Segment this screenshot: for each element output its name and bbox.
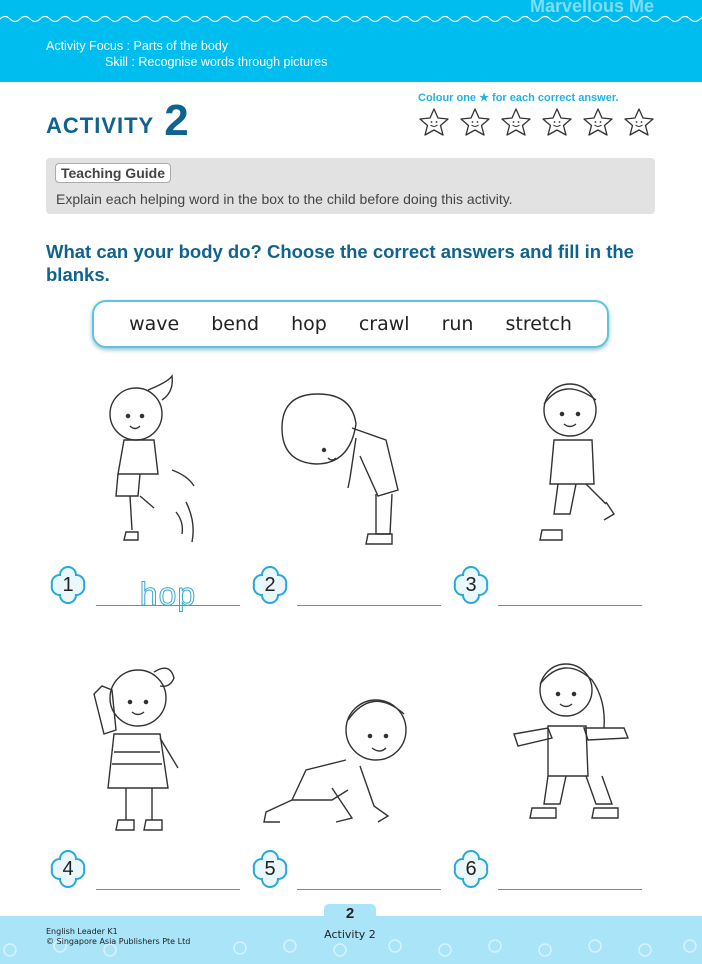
answer-blank-5[interactable] xyxy=(297,862,441,890)
boy-running-picture xyxy=(530,374,630,552)
answer-blank-4[interactable] xyxy=(96,862,240,890)
star-icon[interactable] xyxy=(623,107,655,137)
question-number-badge: 4 xyxy=(46,847,90,891)
teaching-guide-text: Explain each helping word in the box to the child before doing this activity. xyxy=(56,191,513,207)
answer-blank-6[interactable] xyxy=(498,862,642,890)
series-title: Marvellous Me xyxy=(529,0,654,16)
word-bank-item: hop xyxy=(291,313,327,335)
question-number-badge: 1 xyxy=(46,563,90,607)
activity-title xyxy=(46,96,189,146)
word-bank-item: run xyxy=(441,313,474,335)
book-title: English Leader K1 xyxy=(46,927,118,936)
word-bank-item: stretch xyxy=(505,313,572,335)
girl-hopping-picture xyxy=(96,372,206,552)
question-number-badge: 5 xyxy=(248,847,292,891)
activity-number: 2 xyxy=(164,96,189,145)
header-banner xyxy=(0,0,702,82)
answer-blank-3[interactable] xyxy=(498,578,642,606)
activity-word: ACTIVITY xyxy=(46,113,155,138)
girl-stretching-picture xyxy=(510,654,640,834)
question-number-badge: 6 xyxy=(449,847,493,891)
girl-waving-picture xyxy=(84,652,188,838)
star-icon[interactable] xyxy=(582,107,614,137)
star-icon[interactable] xyxy=(541,107,573,137)
question-number-badge: 3 xyxy=(449,563,493,607)
word-bank xyxy=(92,300,609,348)
star-icon[interactable] xyxy=(459,107,491,137)
word-bank-item: bend xyxy=(211,313,260,335)
question-prompt: What can your body do? Choose the correct answers and fill in the blanks. xyxy=(46,241,634,285)
star-row xyxy=(418,107,655,137)
stars-caption: Colour one ★ for each correct answer. xyxy=(418,92,619,104)
copyright: © Singapore Asia Publishers Pte Ltd xyxy=(46,937,191,946)
wave-divider xyxy=(0,14,702,24)
focus-label: Activity Focus : Parts of the body xyxy=(46,39,229,53)
star-icon[interactable] xyxy=(418,107,450,137)
boy-crawling-picture xyxy=(260,684,420,834)
activity-focus xyxy=(46,38,327,70)
question-number-badge: 2 xyxy=(248,563,292,607)
star-icon[interactable] xyxy=(500,107,532,137)
word-bank-item: wave xyxy=(129,313,180,335)
skill-label: Skill : Recognise words through pictures xyxy=(105,55,328,69)
teaching-guide-tag: Teaching Guide xyxy=(55,163,171,183)
boy-bending-picture xyxy=(272,388,412,552)
page-number: 2 xyxy=(345,905,355,922)
word-bank-item: crawl xyxy=(358,313,410,335)
page-label: Activity 2 xyxy=(324,928,376,941)
page-footer xyxy=(0,905,702,964)
answer-blank-1[interactable] xyxy=(96,576,240,612)
answer-blank-2[interactable] xyxy=(297,578,441,606)
teaching-guide-box xyxy=(46,158,655,214)
answer-text: hop xyxy=(139,576,197,612)
footer-credit xyxy=(46,927,190,947)
star-rating xyxy=(418,91,655,137)
